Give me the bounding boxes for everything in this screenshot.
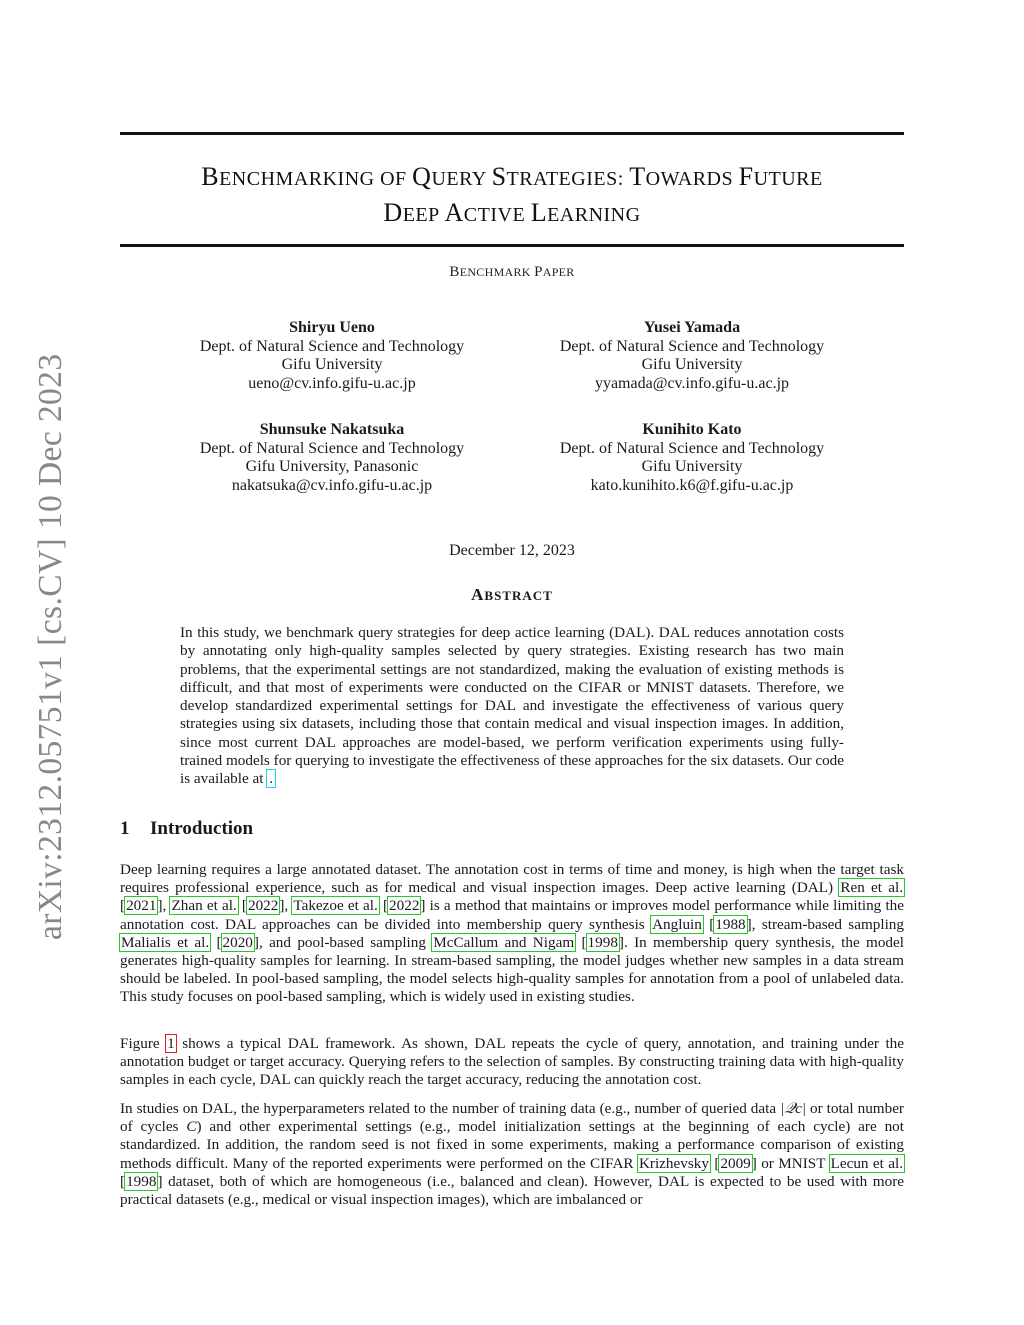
citation-link[interactable]: 2022 bbox=[389, 897, 420, 915]
abstract-heading: ABSTRACT bbox=[471, 585, 553, 604]
citation-link[interactable]: Angluin bbox=[652, 915, 702, 933]
math-symbol: |𝒬c| bbox=[780, 1100, 807, 1117]
citation-link[interactable]: 2021 bbox=[126, 897, 157, 915]
citation-link[interactable]: Takezoe et al. bbox=[293, 897, 378, 915]
author-block bbox=[172, 421, 492, 495]
author-email[interactable]: ueno@cv.info.gifu-u.ac.jp bbox=[248, 374, 416, 392]
paragraph: In studies on DAL, the hyperparameters related to the number of training data (e.g., number of queried data |𝒬c| or total number of cycles C) and other experimental settings (e.g., model initialization settings at the beginning of each cycle) are not standardized. In addition, the random seed is not fixed in some experiments, making a performance comparison of existing methods difficult. Many of the reported experiments were performed on the CIFAR Krizhevsky [2009] or MNIST Lecun et al. [1998] dataset, both of which are homogeneous (i.e., balanced and clean). However, DAL is expected to be used with more practical datasets (e.g., medical or visual inspection images), which are imbalanced or bbox=[120, 1100, 904, 1209]
citation-link[interactable]: Malialis et al. bbox=[121, 933, 210, 951]
author-dept: Dept. of Natural Science and Technology bbox=[199, 337, 465, 355]
citation-link[interactable]: Ren et al. bbox=[840, 879, 903, 897]
author-dept: Dept. of Natural Science and Technology bbox=[559, 337, 825, 355]
author-name: Yusei Yamada bbox=[643, 319, 741, 336]
author-email[interactable]: nakatsuka@cv.info.gifu-u.ac.jp bbox=[231, 476, 433, 494]
author-email[interactable]: yyamada@cv.info.gifu-u.ac.jp bbox=[594, 374, 790, 392]
citation-link[interactable]: 1988 bbox=[715, 915, 746, 933]
title-line-1: BENCHMARKING OF QUERY STRATEGIES: TOWARDS FUTURE bbox=[201, 162, 823, 191]
author-block bbox=[532, 319, 852, 393]
author-affiliation: Gifu University bbox=[641, 458, 743, 475]
author-name: Kunihito Kato bbox=[642, 421, 742, 438]
author-block bbox=[532, 421, 852, 495]
citation-link[interactable]: Zhan et al. bbox=[171, 897, 237, 915]
citation-link[interactable]: 1998 bbox=[126, 1172, 157, 1190]
author-email[interactable]: kato.kunihito.k6@f.gifu-u.ac.jp bbox=[590, 476, 794, 494]
arxiv-stamp: arXiv:2312.05751v1 [cs.CV] 10 Dec 2023 bbox=[32, 353, 69, 940]
paragraph: Deep learning requires a large annotated dataset. The annotation cost in terms of time and money, is high when the target task requires professional experience, such as for medical and visual inspection images. Deep active learning (DAL) Ren et al. [2021], Zhan et al. [2022], Takezoe et al. [2022] is a method that maintains or improves model performance while limiting the annotation cost. DAL approaches can be divided into membership query synthesis Angluin [1988], stream-based sampling Malialis et al. [2020], and pool-based sampling McCallum and Nigam [1998]. In membership query synthesis, the model generates high-quality samples for learning. In stream-based sampling, the model judges whether new samples in a data stream should be labeled. In pool-based sampling, the model selects high-quality samples for annotation from a pool of unlabeled data. This study focuses on pool-based sampling, which is widely used in existing studies. bbox=[120, 861, 904, 1006]
paper-type: BENCHMARK PAPER bbox=[449, 264, 575, 280]
paper-title bbox=[120, 160, 904, 232]
figure-ref-link[interactable]: 1 bbox=[167, 1035, 175, 1052]
citation-link[interactable]: Lecun et al. bbox=[830, 1154, 903, 1172]
title-rule-top bbox=[120, 132, 904, 135]
paragraph: Figure 1 shows a typical DAL framework. As shown, DAL repeats the cycle of query, annotation, and training under the annotation budget or target accuracy. Querying refers to the selection of samples. By constructing training data with high-quality samples in each cycle, DAL can quickly reach the target accuracy, reducing the annotation cost. bbox=[120, 1035, 905, 1089]
author-name: Shunsuke Nakatsuka bbox=[259, 421, 405, 438]
author-affiliation: Gifu University bbox=[281, 356, 383, 373]
code-link[interactable]: . bbox=[269, 770, 274, 788]
citation-link[interactable]: 1998 bbox=[587, 933, 618, 951]
citation-link[interactable]: McCallum and Nigam bbox=[433, 933, 575, 951]
author-affiliation: Gifu University bbox=[641, 356, 743, 373]
math-symbol: C bbox=[186, 1118, 197, 1136]
citation-link[interactable]: 2009 bbox=[720, 1154, 751, 1172]
author-block bbox=[172, 319, 492, 393]
author-name: Shiryu Ueno bbox=[289, 319, 375, 336]
author-dept: Dept. of Natural Science and Technology bbox=[199, 439, 465, 457]
paper-date: December 12, 2023 bbox=[449, 542, 575, 559]
citation-link[interactable]: Krizhevsky bbox=[638, 1154, 709, 1172]
author-dept: Dept. of Natural Science and Technology bbox=[559, 439, 825, 457]
title-line-2: DEEP ACTIVE LEARNING bbox=[383, 198, 641, 227]
author-affiliation: Gifu University, Panasonic bbox=[245, 458, 419, 475]
section-heading-introduction: 1 Introduction bbox=[120, 818, 254, 839]
citation-link[interactable]: 2020 bbox=[222, 933, 253, 951]
abstract-text: In this study, we benchmark query strategies for deep actice learning (DAL). DAL reduces annotation costs by annotating only high-quality samples selected by query strategies. Existing research has two main problems, that the experimental settings are not standardized, making the evaluation of existing methods is difficult, and that most of experiments were conducted on the CIFAR or MNIST datasets. Therefore, we develop standardized experimental settings for DAL and investigate the effectiveness of various query strategies using six datasets, including those that contain medical and visual inspection images. In addition, since most current DAL approaches are model-based, we perform verification experiments using fully-trained models for querying to investigate the effectiveness of these approaches for the six datasets. Our code is available at . bbox=[180, 624, 844, 788]
title-rule-bottom bbox=[120, 244, 904, 247]
citation-link[interactable]: 2022 bbox=[247, 897, 279, 915]
